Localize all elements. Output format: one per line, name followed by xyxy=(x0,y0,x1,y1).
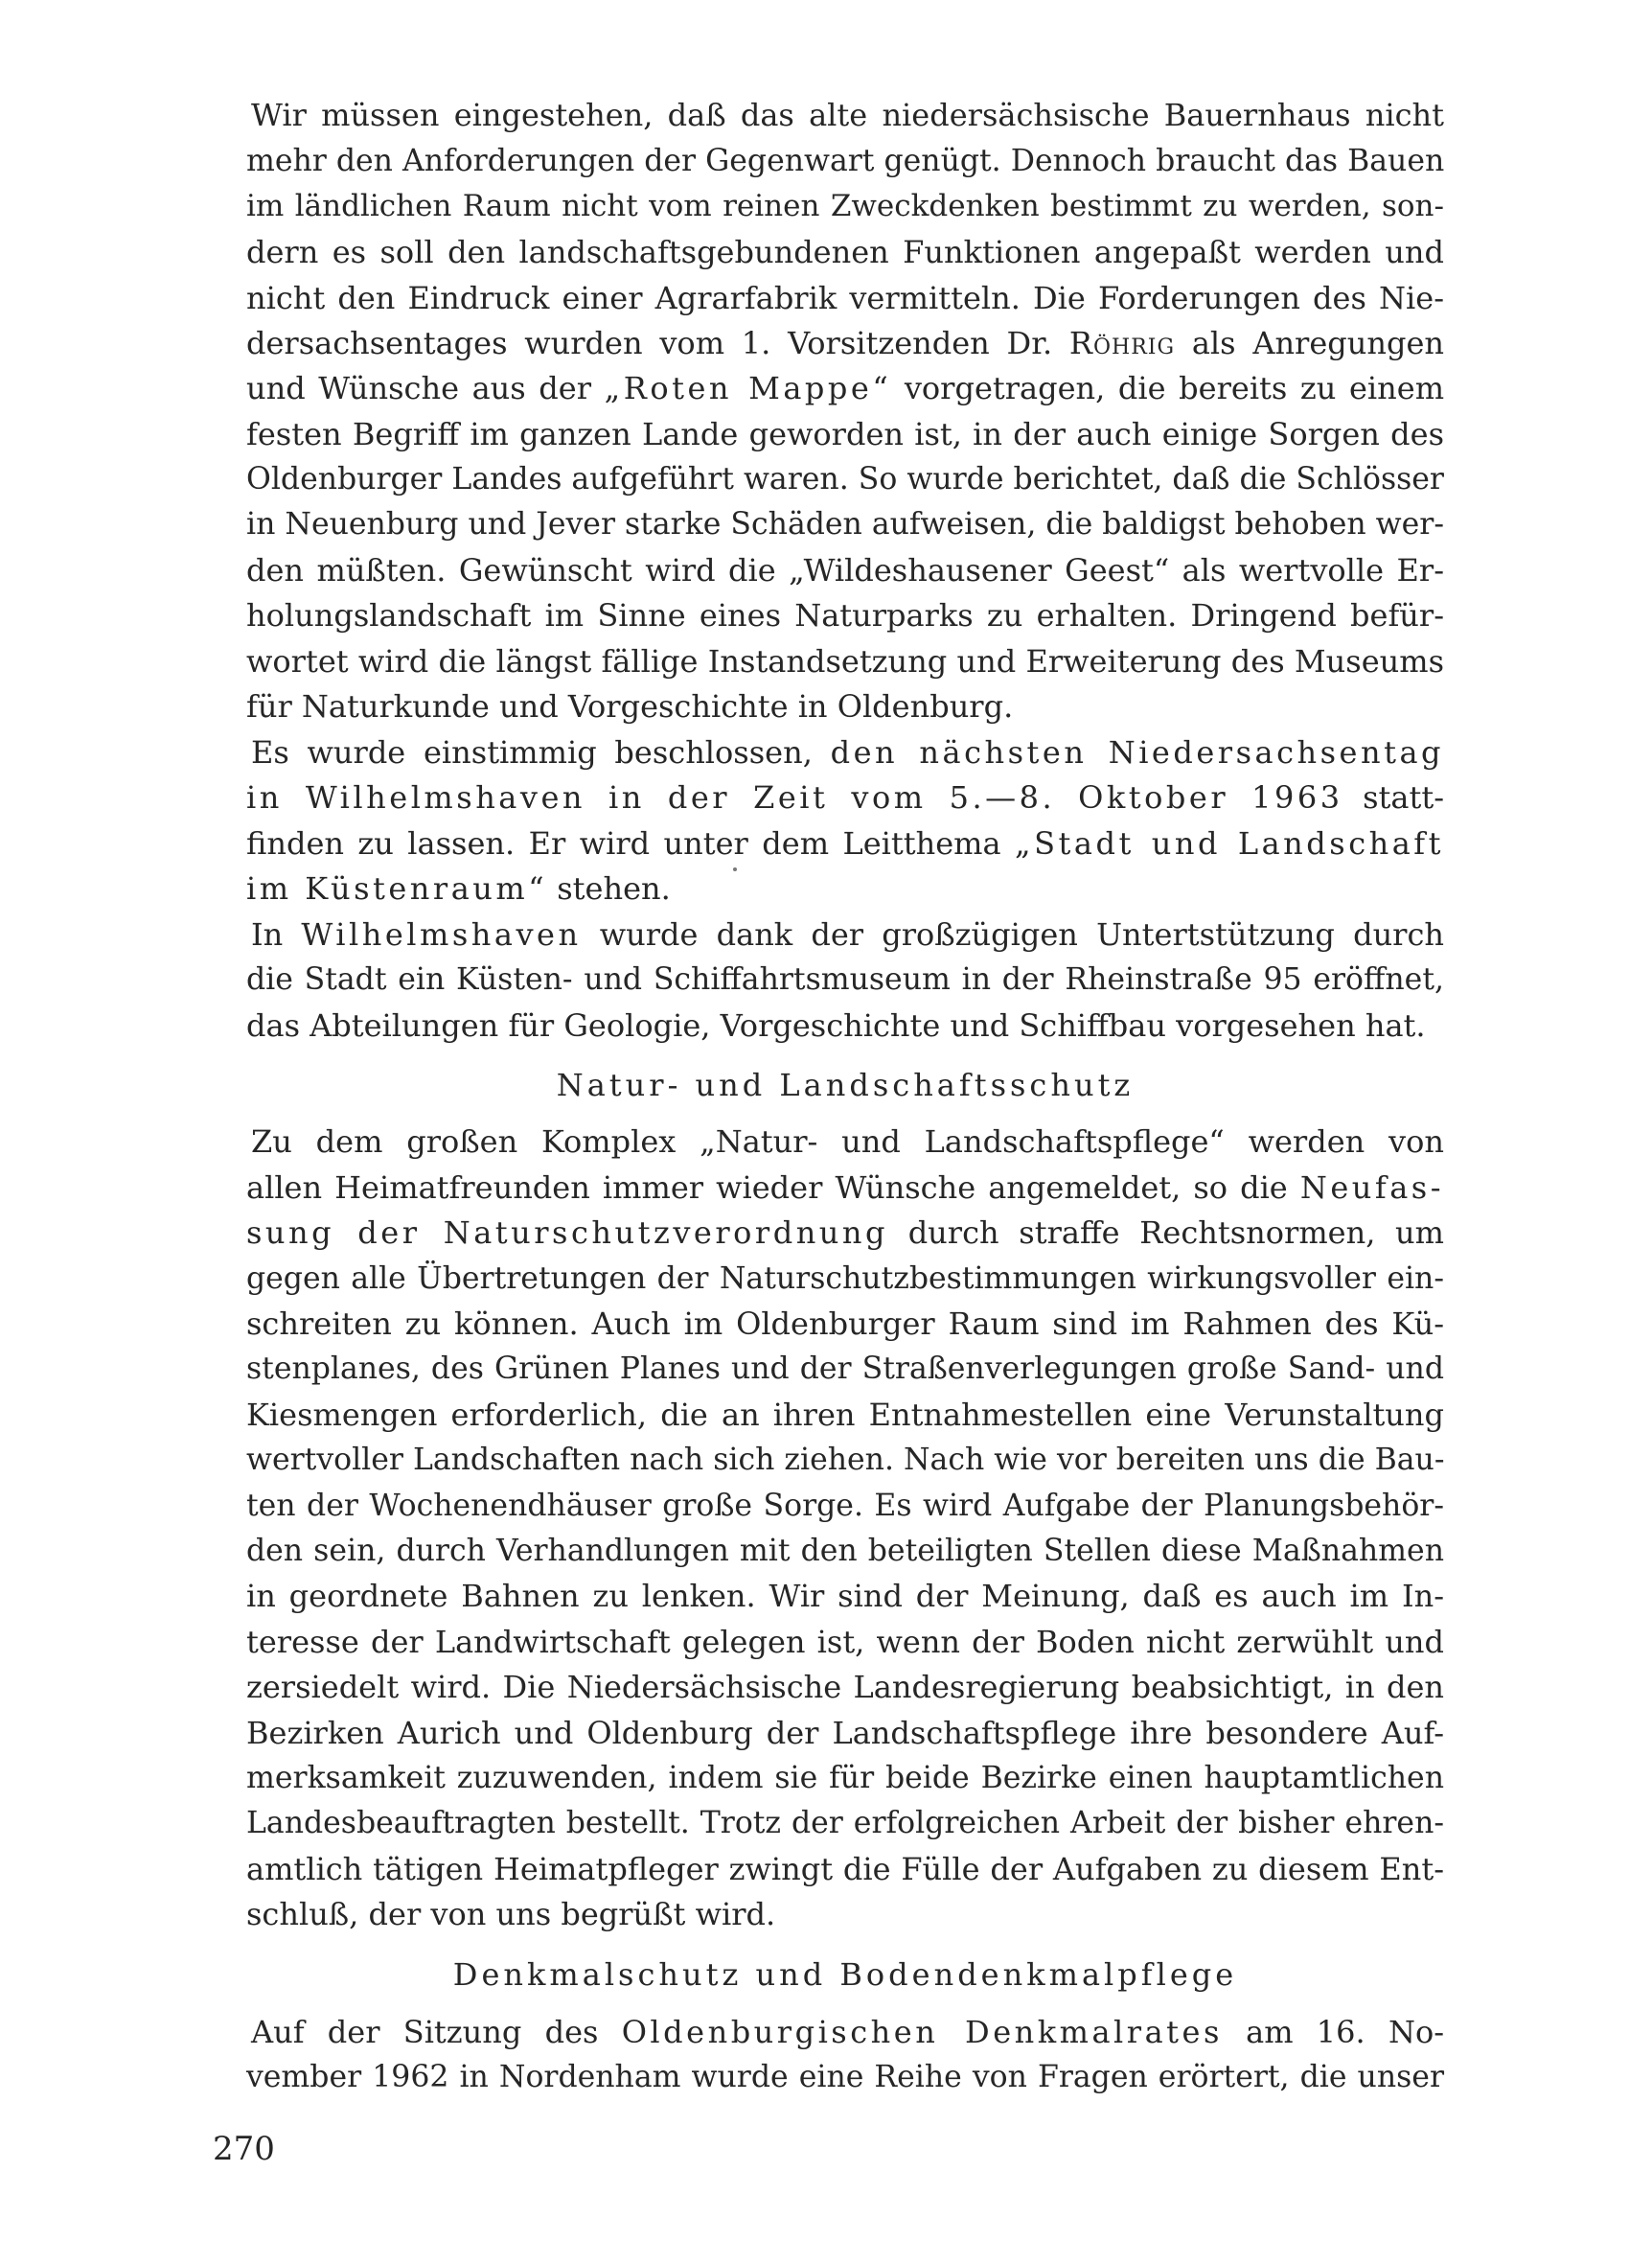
text-line: Bezirken Aurich und Oldenburg der Landschaftspflege ihre besondere Auf- xyxy=(246,1715,1444,1751)
text-line: schreiten zu können. Auch im Oldenburger Raum sind im Rahmen des Kü- xyxy=(246,1305,1444,1342)
text-line xyxy=(246,820,1444,866)
text-line: stenplanes, des Grünen Planes und der Straßenverlegungen große Sand- und xyxy=(246,1351,1444,1386)
text-line: gegen alle Übertretungen der Naturschutzbestimmungen wirkungsvoller ein- xyxy=(246,1261,1444,1296)
text-run: als Anregungen xyxy=(1191,325,1445,361)
page-number: 270 xyxy=(213,2130,275,2168)
text-run: allen Heimatfreunden immer wieder Wünsche angemeldet, so die xyxy=(246,1169,1288,1206)
text-line: merksamkeit zuzuwenden, indem sie für beide Bezirke einen hauptamtlichen xyxy=(246,1761,1444,1795)
text-line xyxy=(246,320,1444,366)
spaced-text: den nächsten Niedersachsentag xyxy=(830,734,1445,771)
section-heading: Natur- und Landschaftsschutz xyxy=(556,1067,1135,1103)
text-run: finden zu lassen. Er wird unter dem Leitthema xyxy=(246,825,1001,862)
text-line: die Stadt ein Küsten- und Schiffahrtsmuseum in der Rheinstraße 95 eröffnet, xyxy=(246,962,1444,997)
text-line: nicht den Eindruck einer Agrarfabrik vermitteln. Die Forderungen des Nie- xyxy=(246,280,1444,316)
spaced-text: Oldenburgischen Denkmalrates xyxy=(621,2014,1223,2050)
text-line: ten der Wochenendhäuser große Sorge. Es wird Aufgabe der Planungsbehör- xyxy=(246,1489,1444,1523)
text-line: mehr den Anforderungen der Gegenwart genügt. Dennoch braucht das Bauen xyxy=(246,144,1445,178)
text-line: wortet wird die längst fällige Instandsetzung und Erweiterung des Museums xyxy=(246,643,1444,680)
text-line xyxy=(251,729,1444,775)
spaced-text: in Wilhelmshaven in der Zeit vom 5.—8. Oktober 1963 xyxy=(246,779,1343,816)
text-line: in Neuenburg und Jever starke Schäden aufweisen, die baldigst behoben wer- xyxy=(246,507,1444,542)
text-run: durch straffe Rechtsnormen, um xyxy=(907,1214,1445,1251)
text-line: Oldenburger Landes aufgeführt waren. So wurde berichtet, daß die Schlösser xyxy=(246,462,1444,497)
text-line xyxy=(246,1210,1444,1256)
text-line: schluß, der von uns begrüßt wird. xyxy=(246,1896,776,1932)
text-line: holungslandschaft im Sinne eines Naturparks zu erhalten. Dringend befür- xyxy=(246,597,1444,634)
text-line: Kiesmengen erforderlich, die an ihren Entnahmestellen eine Verunstaltung xyxy=(246,1397,1444,1433)
text-line xyxy=(246,365,1444,411)
text-line: den müßten. Gewünscht wird die „Wildeshausener Geest“ als wertvolle Er- xyxy=(246,552,1444,589)
spaced-text: Neufas- xyxy=(1299,1169,1445,1206)
text-line: in geordnete Bahnen zu lenken. Wir sind der Meinung, daß es auch im In- xyxy=(246,1578,1444,1614)
text-line: vember 1962 in Nordenham wurde eine Reihe von Fragen erörtert, die unser xyxy=(246,2060,1444,2094)
person-name: Röhrig xyxy=(1068,325,1176,361)
text-line: Landesbeauftragten bestellt. Trotz der erfolgreichen Arbeit der bisher ehren- xyxy=(246,1806,1444,1840)
text-run: Auf der Sitzung des xyxy=(251,2014,599,2050)
text-line: Zu dem großen Komplex „Natur- und Landschaftspflege“ werden von xyxy=(251,1123,1444,1160)
text-line xyxy=(251,2009,1444,2055)
text-run: Es wurde einstimmig beschlossen, xyxy=(251,734,813,771)
text-run: wurde dank der großzügigen Untertstützung durch xyxy=(599,916,1445,953)
spaced-text: im Küstenraum“ xyxy=(246,870,548,907)
text-line: dern es soll den landschaftsgebundenen Funktionen angepaßt werden und xyxy=(246,234,1444,270)
section-heading: Denkmalschutz und Bodendenkmalpflege xyxy=(452,1956,1238,1993)
text-line: Wir müssen eingestehen, daß das alte niedersächsische Bauernhaus nicht xyxy=(251,97,1444,133)
text-line: festen Begriff im ganzen Lande geworden ist, in der auch einige Sorgen des xyxy=(246,416,1444,452)
text-run: und Wünsche aus der xyxy=(246,370,592,406)
text-line: das Abteilungen für Geologie, Vorgeschichte und Schiffbau vorgesehen hat. xyxy=(246,1007,1426,1044)
text-line: für Naturkunde und Vorgeschichte in Oldenburg. xyxy=(246,688,1014,725)
text-line xyxy=(246,1165,1444,1211)
text-line xyxy=(246,774,1444,820)
text-run: statt- xyxy=(1363,779,1445,816)
text-line: zersiedelt wird. Die Niedersächsische Landesregierung beabsichtigt, in den xyxy=(246,1669,1444,1705)
text-line xyxy=(251,912,1444,958)
text-run: In xyxy=(251,916,284,953)
text-run: dersachsentages wurden vom 1. Vorsitzenden Dr. xyxy=(246,325,1053,361)
spaced-text: sung der Naturschutzverordnung xyxy=(246,1214,888,1251)
text-run: stehen. xyxy=(557,870,671,907)
text-line: teresse der Landwirtschaft gelegen ist, wenn der Boden nicht zerwühlt und xyxy=(246,1624,1444,1660)
text-run: am 16. No- xyxy=(1246,2014,1445,2050)
print-speck xyxy=(733,867,737,871)
spaced-text: „Stadt und Landschaft xyxy=(1015,825,1445,862)
text-line xyxy=(246,866,1444,912)
spaced-text: „Roten Mappe“ xyxy=(604,370,892,406)
text-line: wertvoller Landschaften nach sich ziehen. Nach wie vor bereiten uns die Bau- xyxy=(246,1443,1445,1477)
spaced-text: Wilhelmshaven xyxy=(301,916,582,953)
text-run: vorgetragen, die bereits zu einem xyxy=(904,370,1445,406)
text-line: den sein, durch Verhandlungen mit den beteiligten Stellen diese Maßnahmen xyxy=(246,1534,1444,1568)
text-line: amtlich tätigen Heimatpfleger zwingt die Fülle der Aufgaben zu diesem Ent- xyxy=(246,1851,1444,1887)
text-line: im ländlichen Raum nicht vom reinen Zweckdenken bestimmt zu werden, son- xyxy=(246,189,1444,223)
